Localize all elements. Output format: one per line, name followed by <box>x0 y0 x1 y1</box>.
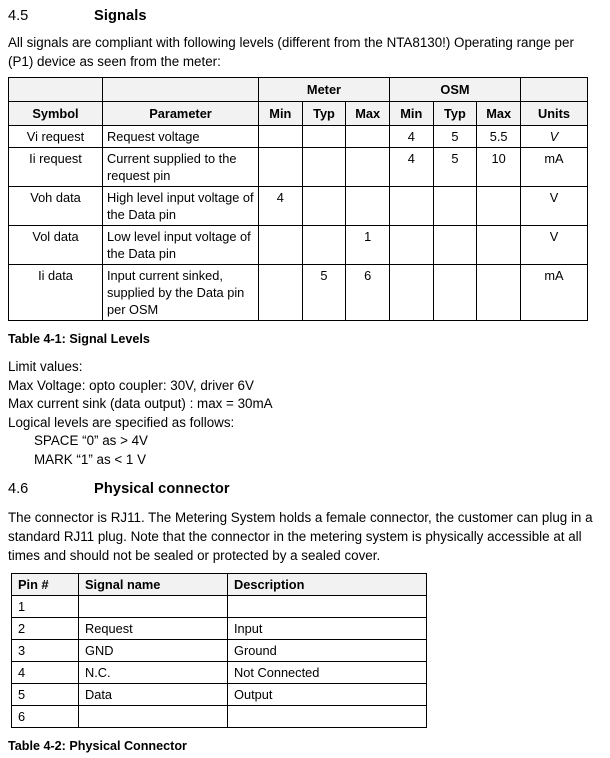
cell-pin: 5 <box>12 684 79 706</box>
cell-meter-min <box>259 226 303 265</box>
cell-signal-name: Data <box>79 684 228 706</box>
column-header-signal-name: Signal name <box>79 574 228 596</box>
cell-description: Ground <box>228 640 427 662</box>
section-heading-physical-connector <box>8 480 230 499</box>
cell-osm-typ: 5 <box>433 126 477 148</box>
cell-parameter: Request voltage <box>103 126 259 148</box>
signals-intro-paragraph: All signals are compliant with following levels (different from the NTA8130!) Operating range per (P1) device as seen from the meter: <box>8 35 574 70</box>
cell-symbol: Vol data <box>9 226 103 265</box>
table-row <box>12 640 427 662</box>
cell-osm-max <box>477 265 521 321</box>
table-column-header-row <box>9 102 588 126</box>
table-caption-physical-connector: Table 4-2: Physical Connector <box>8 739 187 753</box>
cell-osm-min: 4 <box>389 126 433 148</box>
cell-units: V <box>521 187 588 226</box>
cell-parameter: Current supplied to the request pin <box>103 148 259 187</box>
cell-pin: 4 <box>12 662 79 684</box>
cell-meter-max <box>346 126 390 148</box>
cell-signal-name: GND <box>79 640 228 662</box>
cell-description: Input <box>228 618 427 640</box>
section-number: 4.6 <box>8 481 29 497</box>
cell-units: V <box>521 126 588 148</box>
section-heading-signals <box>8 7 147 26</box>
column-header-meter-min: Min <box>259 102 303 126</box>
cell-units: mA <box>521 265 588 321</box>
cell-meter-min: 4 <box>259 187 303 226</box>
table-group-header-row <box>9 78 588 102</box>
table-column-header-row <box>12 574 427 596</box>
column-header-description: Description <box>228 574 427 596</box>
cell-parameter: Low level input voltage of the Data pin <box>103 226 259 265</box>
cell-osm-typ <box>433 226 477 265</box>
table-row <box>12 684 427 706</box>
column-header-units: Units <box>521 102 588 126</box>
cell-pin: 2 <box>12 618 79 640</box>
cell-meter-max: 6 <box>346 265 390 321</box>
cell-units: mA <box>521 148 588 187</box>
cell-meter-min <box>259 126 303 148</box>
cell-meter-max <box>346 148 390 187</box>
cell-pin: 6 <box>12 706 79 728</box>
cell-parameter: Input current sinked, supplied by the Data pin per OSM <box>103 265 259 321</box>
cell-osm-typ <box>433 265 477 321</box>
cell-osm-min <box>389 226 433 265</box>
cell-meter-typ <box>302 187 346 226</box>
cell-osm-typ <box>433 187 477 226</box>
table-row <box>9 187 588 226</box>
column-header-parameter: Parameter <box>103 102 259 126</box>
cell-symbol: Ii data <box>9 265 103 321</box>
table-row <box>9 265 588 321</box>
table-row <box>12 596 427 618</box>
column-header-pin: Pin # <box>12 574 79 596</box>
cell-description: Not Connected <box>228 662 427 684</box>
cell-pin: 3 <box>12 640 79 662</box>
cell-osm-min <box>389 187 433 226</box>
column-header-meter-typ: Typ <box>302 102 346 126</box>
connector-paragraph: The connector is RJ11. The Metering System holds a female connector, the customer can plug in a standard RJ11 plug. Note that the connector in the metering system is physically accessible at all times and should not be sealed or protected by a sealed cover. <box>8 510 593 564</box>
group-header-units-blank <box>521 78 588 102</box>
cell-meter-typ <box>302 226 346 265</box>
table-row <box>9 226 588 265</box>
cell-signal-name <box>79 596 228 618</box>
cell-osm-min <box>389 265 433 321</box>
cell-description: Output <box>228 684 427 706</box>
column-header-osm-typ: Typ <box>433 102 477 126</box>
section-title: Signals <box>94 8 147 24</box>
column-header-osm-max: Max <box>477 102 521 126</box>
cell-meter-max: 1 <box>346 226 390 265</box>
cell-osm-max <box>477 226 521 265</box>
table-row <box>12 706 427 728</box>
cell-parameter: High level input voltage of the Data pin <box>103 187 259 226</box>
group-header-meter: Meter <box>259 78 390 102</box>
cell-meter-max <box>346 187 390 226</box>
cell-signal-name <box>79 706 228 728</box>
table-row <box>9 126 588 148</box>
column-header-osm-min: Min <box>389 102 433 126</box>
limit-values-line: Max Voltage: opto coupler: 30V, driver 6V <box>8 377 254 393</box>
cell-meter-typ <box>302 148 346 187</box>
column-header-meter-max: Max <box>346 102 390 126</box>
cell-meter-typ <box>302 126 346 148</box>
table-row <box>12 662 427 684</box>
section-number: 4.5 <box>8 8 29 24</box>
cell-units: V <box>521 226 588 265</box>
cell-description <box>228 706 427 728</box>
group-header-parameter-blank <box>103 78 259 102</box>
cell-symbol: Voh data <box>9 187 103 226</box>
table-row <box>9 148 588 187</box>
group-header-osm: OSM <box>389 78 520 102</box>
cell-signal-name: Request <box>79 618 228 640</box>
signal-levels-table <box>8 77 588 321</box>
cell-meter-min <box>259 265 303 321</box>
cell-osm-max: 5.5 <box>477 126 521 148</box>
section-title: Physical connector <box>94 481 230 497</box>
logical-level-mark: MARK “1” as < 1 V <box>34 451 146 467</box>
cell-meter-typ: 5 <box>302 265 346 321</box>
cell-osm-max <box>477 187 521 226</box>
limit-values-line: Logical levels are specified as follows: <box>8 414 235 430</box>
table-caption-signal-levels: Table 4-1: Signal Levels <box>8 332 150 346</box>
cell-pin: 1 <box>12 596 79 618</box>
limit-values-block <box>8 358 273 469</box>
logical-level-space: SPACE “0” as > 4V <box>34 433 148 448</box>
limit-values-line: Max current sink (data output) : max = 30mA <box>8 396 273 411</box>
table-row <box>12 618 427 640</box>
column-header-symbol: Symbol <box>9 102 103 126</box>
limit-values-title: Limit values: <box>8 359 83 374</box>
physical-connector-table <box>11 573 427 728</box>
cell-osm-typ: 5 <box>433 148 477 187</box>
cell-symbol: Ii request <box>9 148 103 187</box>
cell-symbol: Vi request <box>9 126 103 148</box>
cell-osm-min: 4 <box>389 148 433 187</box>
cell-description <box>228 596 427 618</box>
cell-meter-min <box>259 148 303 187</box>
group-header-symbol-blank <box>9 78 103 102</box>
cell-osm-max: 10 <box>477 148 521 187</box>
cell-signal-name: N.C. <box>79 662 228 684</box>
